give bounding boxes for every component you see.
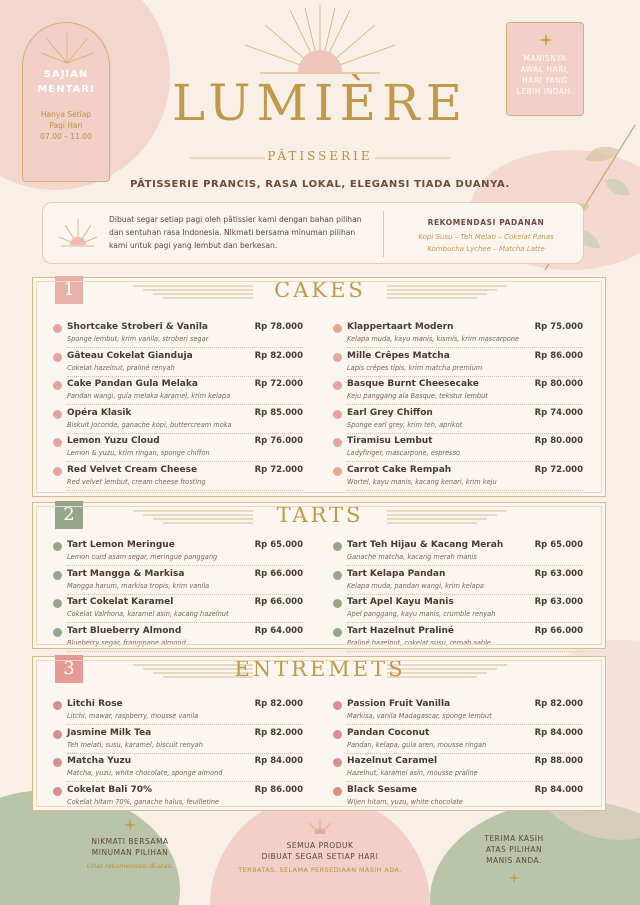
menu-item-desc: Ganache matcha, kacang merah manis xyxy=(347,553,477,561)
recommend-line2: Kombucha Lychee – Matcha Latte xyxy=(427,245,545,253)
footer-center-sub: TERBATAS, SELAMA PERSEDIAAN MASIH ADA. xyxy=(238,866,402,874)
menu-item xyxy=(333,626,583,658)
menu-item-desc: Biskuit Joconde, ganache kopi, buttercream moka xyxy=(67,420,232,429)
menu-item xyxy=(333,728,583,760)
bullet-dot-icon xyxy=(53,571,62,580)
item-divider xyxy=(347,781,583,782)
item-divider xyxy=(67,724,303,725)
brand-title: LUMIÈRE xyxy=(171,74,469,132)
menu-item xyxy=(53,408,303,440)
menu-item-price: Rp 85.000 xyxy=(254,407,303,418)
sun-rays-icon xyxy=(57,217,99,249)
menu-item-desc: Mangga harum, markisa tropis, krim vanila xyxy=(67,581,210,590)
menu-item xyxy=(333,785,583,817)
bullet-dot-icon xyxy=(53,438,62,447)
item-divider xyxy=(347,376,583,377)
bullet-dot-icon xyxy=(53,730,62,739)
item-divider xyxy=(347,651,583,652)
menu-item-name: Mille Crêpes Matcha xyxy=(347,350,450,361)
intro-text: Dibuat segar setiap pagi oleh pâtissier kami dengan bahan pilihan dan sentuhan rasa Indonesia. Nikmati bersama minuman pilihan kami untuk pagi yang lembut dan berkesan. xyxy=(109,215,362,250)
menu-item-desc: Apel panggang, kayu manis, crumble renyah xyxy=(347,610,496,618)
menu-item-desc: Lemon curd asam segar, meringue panggang xyxy=(67,553,218,561)
menu-item-name: Lemon Yuzu Cloud xyxy=(67,436,160,446)
menu-item-desc: Teh melati, susu, karamel, biscuit renyah xyxy=(67,740,203,749)
slogan-line4: LEBIH INDAH. xyxy=(516,87,574,96)
menu-item-name: Red Velvet Cream Cheese xyxy=(67,464,198,475)
section-tarts xyxy=(32,502,606,649)
item-divider xyxy=(67,622,303,623)
bullet-dot-icon xyxy=(333,571,342,580)
section-cakes xyxy=(32,277,606,497)
menu-item xyxy=(53,379,303,411)
menu-item-name: Tart Apel Kayu Manis xyxy=(347,597,454,607)
brand-subtitle: PÂTISSERIE xyxy=(267,149,373,163)
footer-center-line2: DIBUAT SEGAR SETIAP HARI xyxy=(261,852,379,861)
menu-item-desc: Litchi, mawar, raspberry, mousse vanila xyxy=(67,712,199,720)
menu-item-name: Pandan Coconut xyxy=(347,727,430,738)
item-divider xyxy=(67,651,303,652)
item-divider xyxy=(347,724,583,725)
menu-item xyxy=(53,540,303,572)
bullet-dot-icon xyxy=(53,467,62,476)
bullet-dot-icon xyxy=(53,324,62,333)
bullet-dot-icon xyxy=(53,628,62,637)
menu-item-price: Rp 82.000 xyxy=(254,350,303,361)
section-title: TARTS xyxy=(276,503,364,527)
menu-item-desc: Ladyfinger, mascarpone, espresso xyxy=(347,449,461,457)
bullet-dot-icon xyxy=(333,324,342,333)
menu-item-name: Cokelat Bali 70% xyxy=(67,784,153,795)
intro-divider xyxy=(383,211,384,257)
menu-item-desc: Hazelnut, karamel asin, mousse praline xyxy=(347,769,478,777)
bullet-dot-icon xyxy=(333,758,342,767)
item-divider xyxy=(347,622,583,623)
menu-item-name: Jasmine Milk Tea xyxy=(67,727,152,738)
menu-item-desc: Lapis crêpes tipis, krim matcha premium xyxy=(347,363,483,372)
item-divider xyxy=(67,781,303,782)
menu-item xyxy=(53,351,303,383)
menu-item-price: Rp 65.000 xyxy=(254,540,303,550)
sparkle-icon xyxy=(508,872,520,884)
menu-item-name: Passion Fruit Vanilla xyxy=(347,699,451,709)
item-divider xyxy=(67,565,303,566)
slogan-line3: HARI YANG xyxy=(522,76,568,85)
menu-item xyxy=(53,569,303,601)
intro-box xyxy=(42,202,584,264)
menu-item-price: Rp 80.000 xyxy=(534,379,583,389)
menu-item xyxy=(333,322,583,354)
item-divider xyxy=(347,433,583,434)
menu-item-name: Carrot Cake Rempah xyxy=(347,464,452,475)
item-divider xyxy=(67,376,303,377)
bullet-dot-icon xyxy=(333,599,342,608)
menu-item-price: Rp 66.000 xyxy=(254,568,303,579)
slogan-line1: MANISNYA xyxy=(523,54,567,63)
morning-badge-sub1: Hanya Setiap xyxy=(40,110,92,119)
menu-item xyxy=(53,597,303,629)
menu-item-price: Rp 78.000 xyxy=(254,322,303,332)
menu-item xyxy=(333,597,583,629)
menu-item-price: Rp 76.000 xyxy=(254,436,303,446)
footer-drinks-note xyxy=(55,818,205,870)
item-divider xyxy=(67,594,303,595)
footer-thanks xyxy=(470,833,558,884)
footer-right-line3: MANIS ANDA. xyxy=(486,856,542,865)
menu-item-price: Rp 75.000 xyxy=(534,322,583,332)
bullet-dot-icon xyxy=(53,701,62,710)
footer-left-sub: Lihat rekomendasi di atas. xyxy=(86,862,174,870)
footer-right-line2: ATAS PILIHAN xyxy=(485,845,543,854)
menu-item xyxy=(53,626,303,658)
item-divider xyxy=(67,810,303,811)
sun-rays-icon xyxy=(303,818,337,836)
menu-item-name: Earl Grey Chiffon xyxy=(347,407,433,418)
bullet-dot-icon xyxy=(53,599,62,608)
menu-item xyxy=(333,699,583,731)
menu-item-desc: Cokelat Valrhona, karamel asin, kacang hazelnut xyxy=(67,610,229,618)
menu-item-desc: Red velvet lembut, cream cheese frosting xyxy=(67,477,206,486)
menu-item xyxy=(333,436,583,468)
section-number: 3 xyxy=(55,655,83,683)
menu-item-desc: Matcha, yuzu, white chocolate, sponge almond xyxy=(67,769,223,777)
morning-badge-line2: MENTARI xyxy=(37,84,95,95)
menu-item xyxy=(53,728,303,760)
item-divider xyxy=(347,347,583,348)
section-number: 2 xyxy=(55,501,83,529)
bullet-dot-icon xyxy=(333,542,342,551)
menu-item-name: Black Sesame xyxy=(347,784,417,795)
item-divider xyxy=(67,490,303,491)
menu-item-name: Opéra Klasik xyxy=(67,407,132,418)
footer-left-line1: NIKMATI BERSAMA xyxy=(91,837,169,846)
menu-item-price: Rp 82.000 xyxy=(254,727,303,738)
menu-item xyxy=(53,699,303,731)
menu-item-price: Rp 88.000 xyxy=(534,756,583,766)
item-divider xyxy=(347,565,583,566)
menu-item-price: Rp 66.000 xyxy=(254,597,303,607)
bullet-dot-icon xyxy=(333,467,342,476)
menu-item-desc: Blueberry segar, frangipane almond xyxy=(67,638,186,647)
menu-item-price: Rp 82.000 xyxy=(254,699,303,709)
item-divider xyxy=(67,461,303,462)
menu-item xyxy=(333,465,583,497)
section-entremets xyxy=(32,656,606,811)
menu-item-name: Tart Hazelnut Praliné xyxy=(347,625,454,636)
menu-item xyxy=(53,756,303,788)
tagline: PÂTISSERIE PRANCIS, RASA LOKAL, ELEGANSI TIADA DUANYA. xyxy=(130,179,510,190)
menu-item-name: Tart Blueberry Almond xyxy=(67,625,182,636)
menu-item-desc: Sponge lembut, krim vanila, stroberi segar xyxy=(67,335,209,343)
bullet-dot-icon xyxy=(333,410,342,419)
bullet-dot-icon xyxy=(333,701,342,710)
menu-item-name: Tiramisu Lembut xyxy=(347,436,433,446)
menu-item-name: Cake Pandan Gula Melaka xyxy=(67,379,198,389)
menu-item-desc: Cokelat hazelnut, praliné renyah xyxy=(67,363,175,372)
menu-item-name: Tart Mangga & Markisa xyxy=(67,568,185,579)
morning-badge xyxy=(22,22,110,182)
menu-item-price: Rp 72.000 xyxy=(254,379,303,389)
menu-item-name: Shortcake Stroberi & Vanila xyxy=(67,322,208,332)
bullet-dot-icon xyxy=(333,381,342,390)
menu-item-price: Rp 80.000 xyxy=(534,436,583,446)
menu-item-price: Rp 84.000 xyxy=(534,727,583,738)
menu-item-price: Rp 64.000 xyxy=(254,625,303,636)
bullet-dot-icon xyxy=(53,787,62,796)
morning-badge-hours: 07.00 – 11.00 xyxy=(40,132,92,141)
section-title: CAKES xyxy=(274,278,366,302)
menu-item xyxy=(53,465,303,497)
recommend-list xyxy=(393,231,579,255)
menu-item-desc: Wortel, kayu manis, kacang kenari, krim keju xyxy=(347,477,497,486)
menu-item-name: Litchi Rose xyxy=(67,699,123,709)
menu-item-price: Rp 86.000 xyxy=(534,350,583,361)
menu-item-price: Rp 84.000 xyxy=(254,756,303,766)
menu-item-desc: Wijen hitam, yuzu, white chocolate xyxy=(347,797,463,806)
menu-item-price: Rp 63.000 xyxy=(534,597,583,607)
art-deco-ornament-icon xyxy=(37,29,97,65)
item-divider xyxy=(347,461,583,462)
menu-item-desc: Pandan, kelapa, gula aren, mousse ringan xyxy=(347,740,487,749)
menu-item-price: Rp 86.000 xyxy=(254,784,303,795)
bullet-dot-icon xyxy=(333,628,342,637)
recommend-title: REKOMENDASI PADANAN xyxy=(427,218,545,227)
bullet-dot-icon xyxy=(53,381,62,390)
menu-item-price: Rp 82.000 xyxy=(534,699,583,709)
section-title: ENTREMETS xyxy=(234,657,406,681)
morning-badge-line1: SAJIAN xyxy=(43,69,89,80)
item-divider xyxy=(347,594,583,595)
morning-badge-sub2: Pagi Hari xyxy=(49,121,83,130)
footer-center-line1: SEMUA PRODUK xyxy=(286,841,354,850)
bullet-dot-icon xyxy=(53,353,62,362)
sun-rays-icon xyxy=(220,0,420,80)
menu-item-name: Matcha Yuzu xyxy=(67,756,132,766)
menu-item-desc: Lemon & yuzu, krim ringan, sponge chiffon xyxy=(67,449,210,457)
slogan-line2: AWAL HARI, xyxy=(520,65,570,74)
menu-item-price: Rp 72.000 xyxy=(254,464,303,475)
menu-item-name: Tart Teh Hijau & Kacang Merah xyxy=(347,540,504,550)
menu-item-name: Tart Lemon Meringue xyxy=(67,540,175,550)
menu-item-desc: Pandan wangi, gula melaka karamel, krim kelapa xyxy=(67,392,231,400)
bullet-dot-icon xyxy=(333,353,342,362)
item-divider xyxy=(347,753,583,754)
item-divider xyxy=(347,404,583,405)
menu-item-name: Tart Kelapa Pandan xyxy=(347,568,446,579)
menu-item-price: Rp 63.000 xyxy=(534,568,583,579)
footer-left-line2: MINUMAN PILIHAN xyxy=(91,848,169,857)
item-divider xyxy=(347,810,583,811)
menu-item xyxy=(53,436,303,468)
footer-right-line1: TERIMA KASIH xyxy=(484,834,544,843)
menu-item xyxy=(333,540,583,572)
menu-item-name: Gâteau Cokelat Gianduja xyxy=(67,350,193,361)
menu-item xyxy=(53,322,303,354)
bullet-dot-icon xyxy=(333,438,342,447)
menu-item-price: Rp 84.000 xyxy=(534,784,583,795)
menu-item xyxy=(53,785,303,817)
menu-item xyxy=(333,379,583,411)
section-number: 1 xyxy=(55,276,83,304)
bullet-dot-icon xyxy=(333,787,342,796)
menu-item-price: Rp 74.000 xyxy=(534,407,583,418)
sparkle-icon xyxy=(539,33,553,47)
recommend-line1: Kopi Susu – Teh Melati – Cokelat Panas xyxy=(418,233,554,241)
menu-item-desc: Praliné hazelnut, cokelat susu, remah sable xyxy=(347,638,491,647)
sparkle-icon xyxy=(123,818,137,832)
item-divider xyxy=(347,490,583,491)
menu-item xyxy=(333,569,583,601)
item-divider xyxy=(67,347,303,348)
menu-item-desc: Markisa, vanila Madagascar, sponge lembut xyxy=(347,712,492,720)
menu-item xyxy=(333,408,583,440)
menu-item-desc: Cokelat hitam 70%, ganache halus, feuilletine xyxy=(67,797,220,806)
menu-item-price: Rp 65.000 xyxy=(534,540,583,550)
menu-item xyxy=(333,351,583,383)
bullet-dot-icon xyxy=(53,410,62,419)
footer-fresh-note xyxy=(225,818,415,874)
menu-item-name: Basque Burnt Cheesecake xyxy=(347,379,479,389)
menu-item-desc: Kelapa muda, pandan wangi, krim kelapa xyxy=(347,581,484,590)
item-divider xyxy=(67,404,303,405)
bullet-dot-icon xyxy=(53,542,62,551)
bullet-dot-icon xyxy=(333,730,342,739)
item-divider xyxy=(67,433,303,434)
menu-item-name: Hazelnut Caramel xyxy=(347,756,438,766)
menu-item-desc: Keju panggang ala Basque, tekstur lembut xyxy=(347,392,488,400)
item-divider xyxy=(67,753,303,754)
menu-item-price: Rp 72.000 xyxy=(534,464,583,475)
bullet-dot-icon xyxy=(53,758,62,767)
menu-item-name: Klappertaart Modern xyxy=(347,322,454,332)
menu-item-desc: Kelapa muda, kayu manis, kismis, krim mascarpone xyxy=(347,335,520,343)
menu-item-price: Rp 66.000 xyxy=(534,625,583,636)
menu-item-name: Tart Cokelat Karamel xyxy=(67,597,174,607)
menu-item xyxy=(333,756,583,788)
menu-item-desc: Sponge earl grey, krim teh, aprikot xyxy=(347,420,463,429)
